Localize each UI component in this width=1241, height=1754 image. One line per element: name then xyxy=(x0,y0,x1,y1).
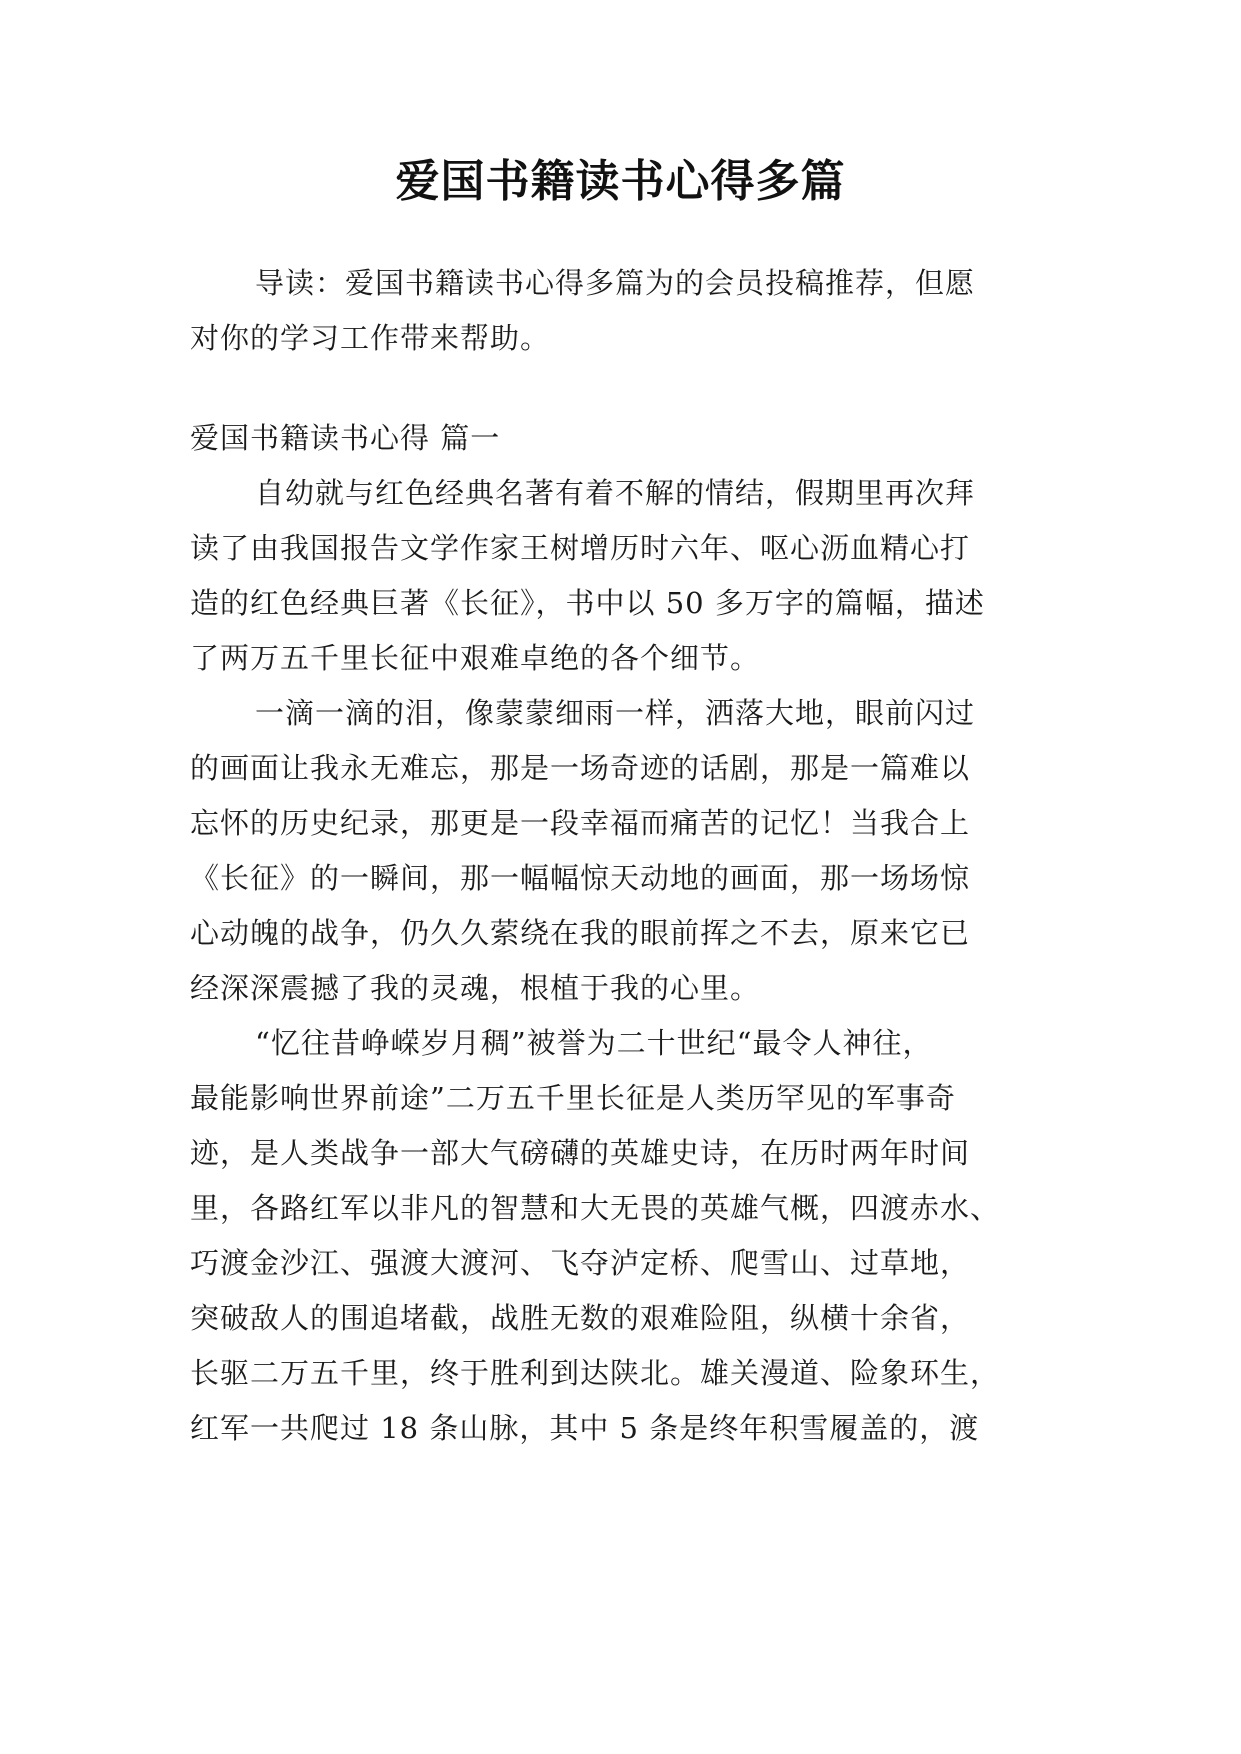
paragraph-2-line-5: 心动魄的战争，仍久久萦绕在我的眼前挥之不去，原来它已 xyxy=(190,916,971,950)
paragraph-3-line-7: 长驱二万五千里，终于胜利到达陕北。雄关漫道、险象环生， xyxy=(190,1356,1001,1390)
paragraph-1-line-1: 自幼就与红色经典名著有着不解的情结，假期里再次拜 xyxy=(255,476,976,510)
paragraph-1-line-4: 了两万五千里长征中艰难卓绝的各个细节。 xyxy=(190,641,761,675)
intro-line-2: 对你的学习工作带来帮助。 xyxy=(190,321,551,355)
paragraph-1-line-2: 读了由我国报告文学作家王树增历时六年、呕心沥血精心打 xyxy=(190,531,971,565)
paragraph-3-line-5: 巧渡金沙江、强渡大渡河、飞夺泸定桥、爬雪山、过草地， xyxy=(190,1246,971,1280)
section-heading: 爱国书籍读书心得 篇一 xyxy=(190,421,501,455)
document-title: 爱国书籍读书心得多篇 xyxy=(395,156,846,207)
intro-line-1: 导读：爱国书籍读书心得多篇为的会员投稿推荐，但愿 xyxy=(255,266,976,300)
paragraph-3-line-1: “忆往昔峥嵘岁月稠”被誉为二十世纪“最令人神往， xyxy=(255,1026,933,1060)
paragraph-2-line-3: 忘怀的历史纪录，那更是一段幸福而痛苦的记忆！当我合上 xyxy=(190,806,971,840)
paragraph-3-line-6: 突破敌人的围追堵截，战胜无数的艰难险阻，纵横十余省， xyxy=(190,1301,971,1335)
paragraph-3-line-4: 里，各路红军以非凡的智慧和大无畏的英雄气概，四渡赤水、 xyxy=(190,1191,1001,1225)
paragraph-2-line-1: 一滴一滴的泪，像蒙蒙细雨一样，洒落大地，眼前闪过 xyxy=(255,696,976,730)
paragraph-2-line-6: 经深深震撼了我的灵魂，根植于我的心里。 xyxy=(190,971,761,1005)
paragraph-2-line-4: 《长征》的一瞬间，那一幅幅惊天动地的画面，那一场场惊 xyxy=(190,861,971,895)
paragraph-3-line-8: 红军一共爬过 18 条山脉，其中 5 条是终年积雪履盖的，渡 xyxy=(190,1411,980,1445)
paragraph-3-line-3: 迹，是人类战争一部大气磅礴的英雄史诗，在历时两年时间 xyxy=(190,1136,971,1170)
paragraph-3-line-2: 最能影响世界前途”二万五千里长征是人类历罕见的军事奇 xyxy=(190,1081,956,1115)
paragraph-1-line-3: 造的红色经典巨著《长征》，书中以 50 多万字的篇幅，描述 xyxy=(190,586,985,620)
paragraph-2-line-2: 的画面让我永无难忘，那是一场奇迹的话剧，那是一篇难以 xyxy=(190,751,971,785)
